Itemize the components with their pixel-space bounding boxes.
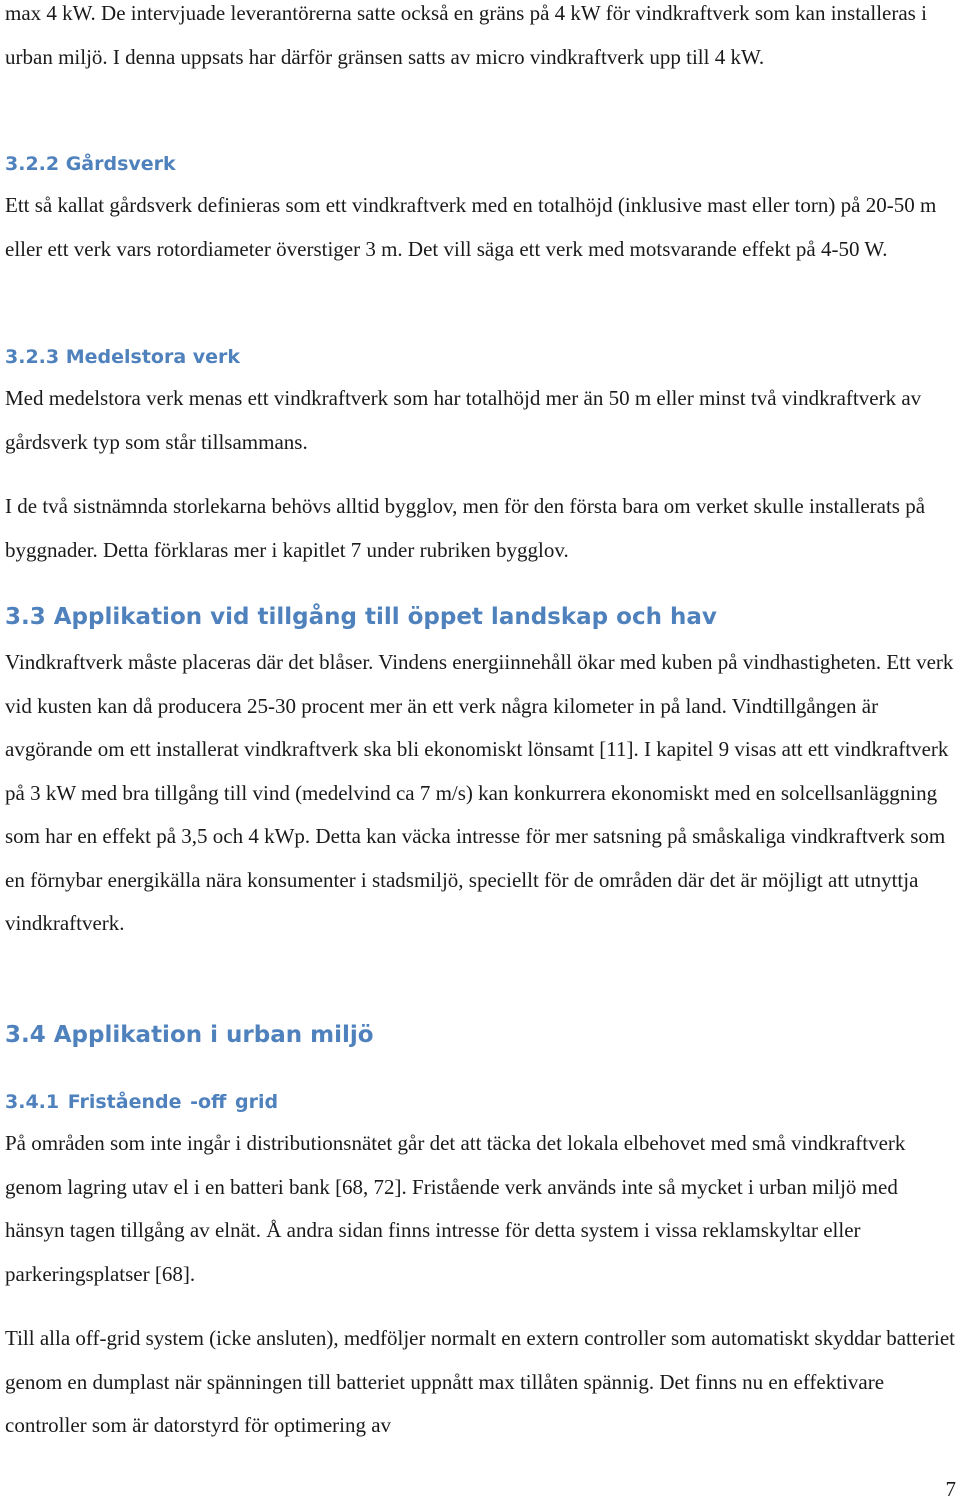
heading-3-4-1: 3.4.1 Fristående -off grid bbox=[5, 1091, 279, 1113]
heading-3-2-3: 3.2.3 Medelstora verk bbox=[5, 346, 241, 368]
heading-3-2-2: 3.2.2 Gårdsverk bbox=[5, 153, 176, 175]
paragraph-landskap: Vindkraftverk måste placeras där det blåser. Vindens energiinnehåll ökar med kuben på vindhastigheten. Ett verk vid kusten kan då producera 25-30 procent mer än ett verk några kilometer in på land. Vindtillgången är avgörande om ett installerat vindkraftverk ska bli ekonomiskt lönsamt [11]. I kapitel 9 visas att ett vindkraftverk på 3 kW med bra tillgång till vind (medelvind ca 7 m/s) kan konkurrera ekonomiskt med en solcellsanläggning som har en effekt på 3,5 och 4 kWp. Detta kan väcka intresse för mer satsning på småskaliga vindkraftverk som en förnybar energikälla nära konsumenter i stadsmiljö, speciellt för de områden där det är möjligt att utnyttja vindkraftverk. bbox=[5, 650, 954, 935]
paragraph-intro: max 4 kW. De intervjuade leverantörerna satte också en gräns på 4 kW för vindkraftverk som kan installeras i urban miljö. I denna uppsats har därför gränsen satts av micro vindkraftverk upp till 4 kW. bbox=[5, 1, 927, 69]
heading-3-4: 3.4 Applikation i urban miljö bbox=[5, 1022, 374, 1048]
heading-3-3: 3.3 Applikation vid tillgång till öppet landskap och hav bbox=[5, 604, 717, 630]
page-number: 7 bbox=[945, 1477, 956, 1501]
paragraph-bygglov: I de två sistnämnda storlekarna behövs alltid bygglov, men för den första bara om verket skulle installerats på byggnader. Detta förklaras mer i kapitlet 7 under rubriken bygglov. bbox=[5, 494, 926, 562]
paragraph-medelstora: Med medelstora verk menas ett vindkraftverk som har totalhöjd mer än 50 m eller minst två vindkraftverk av gårdsverk typ som står tillsammans. bbox=[5, 386, 922, 454]
paragraph-gardsverk: Ett så kallat gårdsverk definieras som ett vindkraftverk med en totalhöjd (inklusive mast eller torn) på 20-50 m eller ett verk vars rotordiameter överstiger 3 m. Det vill säga ett verk med motsvarande effekt på 4-50 W. bbox=[5, 193, 937, 261]
paragraph-offgrid-1: På områden som inte ingår i distributionsnätet går det att täcka det lokala elbehovet med små vindkraftverk genom lagring utav el i en batteri bank [68, 72]. Fristående verk används inte så mycket i urban miljö med hänsyn tagen tillgång av elnät. Å andra sidan finns intresse för detta system i vissa reklamskyltar eller parkeringsplatser [68]. bbox=[5, 1131, 906, 1286]
paragraph-offgrid-2: Till alla off-grid system (icke ansluten), medföljer normalt en extern controller som automatiskt skyddar batteriet genom en dumplast när spänningen till batteriet uppnått max tillåten spännig. Det finns nu en effektivare controller som är datorstyrd för optimering av bbox=[5, 1326, 956, 1437]
